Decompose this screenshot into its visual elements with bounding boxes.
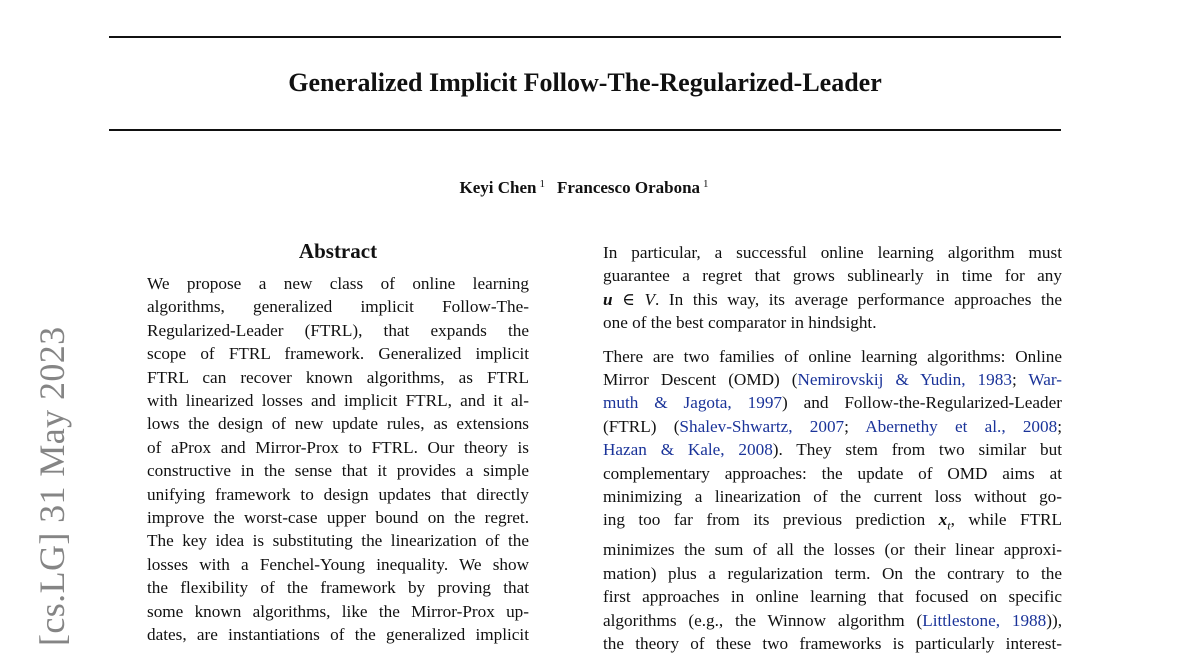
abstract-heading: Abstract <box>298 239 378 263</box>
citation-link[interactable]: Nemirovskij & Yudin, 1983 <box>797 370 1012 390</box>
author-1-affiliation: 1 <box>539 178 545 190</box>
body-text: ; <box>844 416 866 436</box>
author-1-name: Keyi Chen <box>459 178 537 197</box>
abstract-line: dates, are instantiations of the generalized implicit <box>147 625 529 645</box>
body-line <box>603 288 1062 311</box>
abstract-line: losses with a Fenchel-Young inequality. We show <box>147 554 529 574</box>
body-text: , while FTRL <box>950 510 1062 530</box>
body-text: . In this way, its average performance approaches the <box>655 289 1062 309</box>
paper-title: Generalized Implicit Follow-The-Regularized-Leader <box>288 68 882 97</box>
body-text: (FTRL) ( <box>603 416 680 436</box>
author-2-affiliation: 1 <box>703 178 709 190</box>
abstract-line: the flexibility of the framework by proving that <box>147 578 529 598</box>
body-line: first approaches in online learning that focused on specific <box>603 587 1062 607</box>
abstract-line: Regularized-Leader (FTRL), that expands the <box>147 320 529 340</box>
body-text: ; <box>1011 370 1029 390</box>
math-set-v: V <box>644 289 656 309</box>
abstract-line: constructive in the sense that it provides a simple <box>147 461 529 481</box>
abstract-line: with linearized losses and implicit FTRL, and it al- <box>147 391 529 411</box>
body-line: one of the best comparator in hindsight. <box>603 313 877 333</box>
abstract-line: improve the worst-case upper bound on the regret. <box>147 508 529 528</box>
body-text: ). They stem from two similar but <box>772 440 1062 460</box>
body-line: minimizing a linearization of the current loss without go- <box>603 487 1062 507</box>
abstract-line: The key idea is substituting the linearization of the <box>147 531 529 551</box>
title-rule-top <box>109 36 1061 38</box>
citation-link[interactable]: muth & Jagota, 1997 <box>603 393 783 413</box>
abstract-column <box>147 238 529 647</box>
intro-paragraph-2 <box>603 345 1062 655</box>
math-vector-u: u <box>603 289 613 309</box>
body-line <box>603 415 1062 438</box>
body-line <box>603 391 1062 414</box>
body-line <box>603 609 1062 632</box>
abstract-line: algorithms, generalized implicit Follow-The- <box>147 297 529 317</box>
intro-paragraph-1 <box>603 241 1062 335</box>
body-line: minimizes the sum of all the losses (or their linear approxi- <box>603 540 1062 560</box>
author-list <box>0 173 1168 199</box>
abstract-line: unifying framework to design updates that directly <box>147 484 529 504</box>
citation-link[interactable]: Littlestone, 1988 <box>922 610 1047 630</box>
body-line: There are two families of online learning algorithms: Online <box>603 346 1062 366</box>
abstract-line: We propose a new class of online learning <box>147 274 529 293</box>
citation-link[interactable]: Hazan & Kale, 2008 <box>603 440 773 460</box>
arxiv-stamp: [cs.LG] 31 May 2023 <box>32 326 72 646</box>
math-element-of: ∈ <box>612 289 645 309</box>
author-2 <box>557 173 709 199</box>
citation-link[interactable]: War- <box>1028 370 1062 390</box>
author-1 <box>459 173 544 199</box>
title-rule-bottom <box>109 129 1061 131</box>
body-line: complementary approaches: the update of OMD aims at <box>603 463 1062 483</box>
citation-link[interactable]: Shalev-Shwartz, 2007 <box>679 416 845 436</box>
abstract-line: FTRL can recover known algorithms, as FTRL <box>147 367 529 387</box>
body-line <box>603 508 1062 538</box>
math-vector-x: x <box>938 510 948 530</box>
intro-column <box>603 241 1062 655</box>
body-line <box>603 368 1062 391</box>
abstract-line: of aProx and Mirror-Prox to FTRL. Our theory is <box>147 437 529 457</box>
body-line <box>603 438 1062 461</box>
abstract-line: some known algorithms, like the Mirror-Prox up- <box>147 601 529 621</box>
body-text: )), <box>1046 610 1062 630</box>
body-text: ) and Follow-the-Regularized-Leader <box>782 393 1062 413</box>
abstract-line: scope of FTRL framework. Generalized implicit <box>147 344 529 364</box>
body-text: ing too far from its previous prediction <box>603 510 939 530</box>
body-line: mation) plus a regularization term. On the contrary to the <box>603 563 1062 583</box>
body-text: ; <box>1057 416 1062 436</box>
body-line: guarantee a regret that grows sublinearly in time for any <box>603 266 1062 286</box>
citation-link[interactable]: Abernethy et al., 2008 <box>865 416 1058 436</box>
body-line: the theory of these two frameworks is particularly interest- <box>603 633 1062 653</box>
abstract-body <box>147 272 529 647</box>
body-text: Mirror Descent (OMD) ( <box>603 370 798 390</box>
author-2-name: Francesco Orabona <box>556 178 701 197</box>
body-line: In particular, a successful online learning algorithm must <box>603 243 1062 262</box>
math-subscript-t: t <box>947 518 951 533</box>
abstract-line: lows the design of new update rules, as extensions <box>147 414 529 434</box>
body-text: algorithms (e.g., the Winnow algorithm ( <box>603 610 923 630</box>
